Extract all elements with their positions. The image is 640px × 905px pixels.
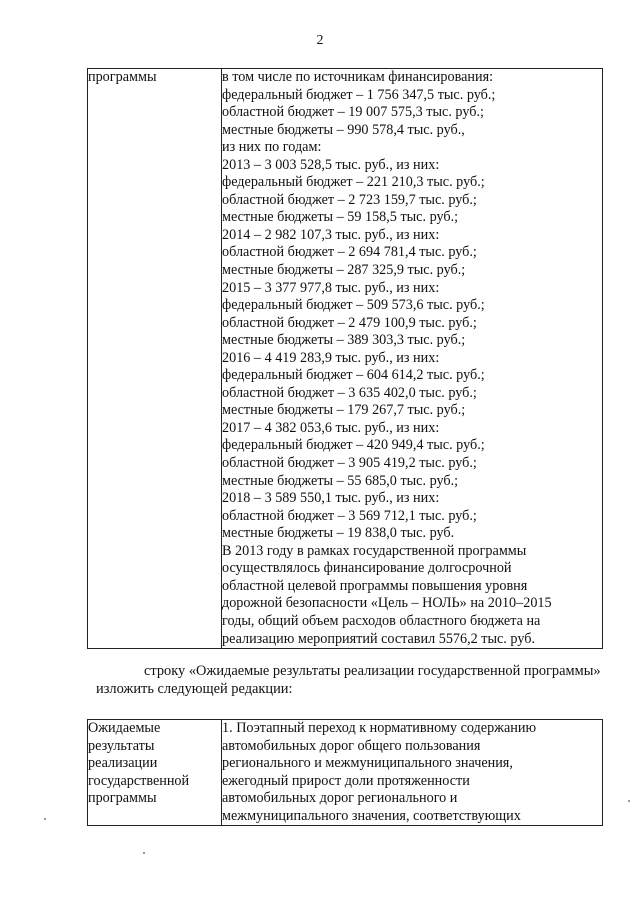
financing-line: федеральный бюджет – 509 573,6 тыс. руб.; [222,297,485,314]
results-line: автомобильных дорог регионального и [222,790,458,807]
financing-line: областной бюджет – 3 905 419,2 тыс. руб.; [222,455,477,472]
financing-table [87,68,603,649]
financing-line: осуществлялось финансирование долгосрочной [222,560,512,577]
financing-line: местные бюджеты – 287 325,9 тыс. руб.; [222,262,466,279]
financing-line: федеральный бюджет – 1 756 347,5 тыс. руб.; [222,86,496,103]
financing-line: федеральный бюджет – 420 949,4 тыс. руб.; [222,437,485,454]
financing-line: областной бюджет – 2 479 100,9 тыс. руб.; [222,314,477,331]
results-line: 1. Поэтапный переход к нормативному содержанию [222,720,537,736]
expected-results-row [88,720,603,826]
financing-line: дорожной безопасности «Цель – НОЛЬ» на 2010–2015 [222,595,552,612]
results-line: автомобильных дорог общего пользования [222,737,481,754]
financing-line: В 2013 году в рамках государственной программы [222,542,527,559]
financing-line: местные бюджеты – 990 578,4 тыс. руб., [222,121,465,138]
instruction-paragraph [96,663,601,698]
results-label-line: Ожидаемые [88,720,161,736]
financing-line: местные бюджеты – 59 158,5 тыс. руб.; [222,209,459,226]
financing-line: из них по годам: [222,139,322,156]
financing-line: областной бюджет – 3 635 402,0 тыс. руб.; [222,384,477,401]
financing-line: реализацию мероприятий составил 5576,2 тыс. руб. [222,630,535,647]
scan-speck [628,800,630,802]
page-number: 2 [316,33,324,48]
results-label-line: результаты [88,737,155,754]
financing-line: 2013 – 3 003 528,5 тыс. руб., из них: [222,156,440,173]
financing-line: областной бюджет – 19 007 575,3 тыс. руб.; [222,104,484,121]
paragraph-line: изложить следующей редакции: [96,680,293,697]
results-line: межмуниципального значения, соответствующих [222,807,521,824]
results-label-line: реализации [88,755,158,772]
scan-speck [44,818,46,820]
financing-line: местные бюджеты – 55 685,0 тыс. руб.; [222,472,459,489]
financing-line: областной бюджет – 2 723 159,7 тыс. руб.; [222,191,477,208]
results-label-line: программы [88,790,157,807]
financing-row-content [222,69,603,649]
financing-row-label: программы [88,69,222,649]
financing-line: федеральный бюджет – 604 614,2 тыс. руб.; [222,367,485,384]
results-line: регионального и межмуниципального значения, [222,755,513,772]
financing-line: 2015 – 3 377 977,8 тыс. руб., из них: [222,279,440,296]
financing-line: 2018 – 3 589 550,1 тыс. руб., из них: [222,490,440,507]
financing-line: 2016 – 4 419 283,9 тыс. руб., из них: [222,349,440,366]
financing-line: годы, общий объем расходов областного бюджета на [222,612,541,629]
financing-line: областной бюджет – 2 694 781,4 тыс. руб.; [222,244,477,261]
financing-line: местные бюджеты – 179 267,7 тыс. руб.; [222,402,466,419]
expected-results-table [87,719,603,826]
financing-line: 2014 – 2 982 107,3 тыс. руб., из них: [222,226,440,243]
financing-line: 2017 – 4 382 053,6 тыс. руб., из них: [222,419,440,436]
paragraph-line: строку «Ожидаемые результаты реализации государственной программы» [144,663,601,679]
expected-results-label [88,720,222,826]
scan-speck [143,852,145,854]
results-label-line: государственной [88,772,190,789]
financing-line: в том числе по источникам финансирования: [222,69,494,85]
financing-line: местные бюджеты – 19 838,0 тыс. руб. [222,525,455,542]
financing-line: областной целевой программы повышения уровня [222,577,528,594]
financing-line: областной бюджет – 3 569 712,1 тыс. руб.; [222,507,477,524]
expected-results-content [222,720,603,826]
results-line: ежегодный прирост доли протяженности [222,772,470,789]
financing-line: местные бюджеты – 389 303,3 тыс. руб.; [222,332,466,349]
financing-row [88,69,603,649]
financing-line: федеральный бюджет – 221 210,3 тыс. руб.; [222,174,485,191]
